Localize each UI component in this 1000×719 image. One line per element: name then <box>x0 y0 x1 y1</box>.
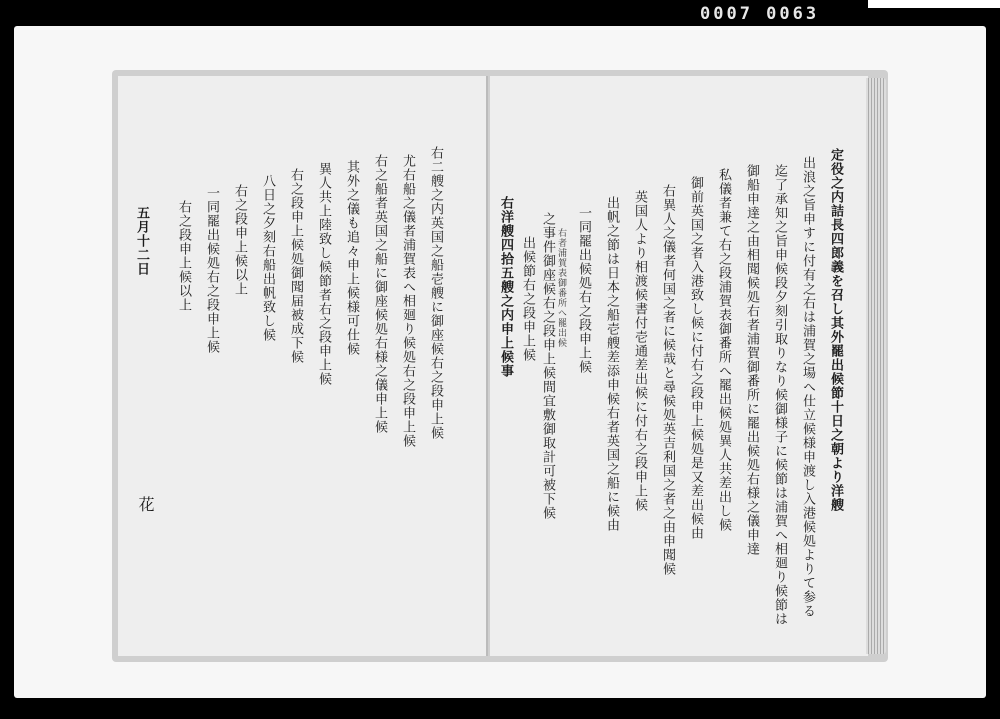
page-edges <box>866 78 886 654</box>
left-col-8: 右之段申上候以上 <box>232 184 247 296</box>
right-col-10: 一同罷出候処右之段申上候 <box>576 206 591 374</box>
left-col-5: 異人共上陸致し候節者右之段申上候 <box>316 162 331 386</box>
left-col-4: 其外之儀も追々申上候様可仕候 <box>344 160 359 356</box>
left-col-2: 尤右船之儀者浦賀表へ相廻り候処右之段申上候 <box>400 154 415 448</box>
left-col-9: 一同罷出候処右之段申上候 <box>204 186 219 354</box>
seal-mark: 花 <box>136 496 155 513</box>
right-col-13: 右洋艘四拾五艘之内申上候事 <box>498 196 513 378</box>
right-col-9: 出帆之節は日本之船壱艘差添申候右者英国之船に候由 <box>604 196 619 532</box>
letter-date: 五月十二日 <box>134 206 149 276</box>
right-col-1: 定役之内詰長四郎義を召し其外罷出候節十日之朝より洋艘 <box>828 148 843 512</box>
right-col-11: 之事件御座候右之段申上候間宜敷御取計可被下候 <box>540 212 555 520</box>
right-col-6: 御前英国之者入港致し候に付右之段申上候処是又差出候由 <box>688 176 703 540</box>
film-frame-code: 0007 0063 <box>700 4 820 24</box>
right-col-10-annotation: 右者浦賀表御番所へ罷出候 <box>556 228 566 348</box>
right-col-12: 出候節右之段申上候 <box>520 236 535 362</box>
left-col-6: 右之段申上候処御聞届被成下候 <box>288 168 303 364</box>
right-col-2: 出浪之旨申すに付有之右は浦賀之場へ仕立候様申渡し入港候処よりて参る <box>800 156 815 618</box>
left-col-10: 右之段申上候以上 <box>176 200 191 312</box>
film-frame-tab <box>868 0 1000 8</box>
right-col-5: 私儀者兼て右之段浦賀表御番所へ罷出候処異人共差出し候 <box>716 168 731 532</box>
right-page <box>490 76 868 656</box>
left-col-3: 右之船者英国之船に御座候処右様之儀申上候 <box>372 154 387 434</box>
left-col-1: 右二艘之内英国之船壱艘に御座候右之段申上候 <box>428 146 443 440</box>
left-col-7: 八日之夕刻右船出帆致し候 <box>260 174 275 342</box>
right-col-7: 右異人之儀者何国之者に候哉と尋候処英吉利国之者之由申聞候 <box>660 184 675 576</box>
left-page <box>118 76 488 656</box>
right-col-3: 迄了承知之旨申候段夕刻引取りなり候御様子に候節は浦賀へ相廻り候節は <box>772 164 787 626</box>
right-col-8: 英国人より相渡候書付壱通差出候に付右之段申上候 <box>632 190 647 512</box>
right-col-4: 御船申達之由相聞候処右者浦賀御番所に罷出候処右様之儀申達 <box>744 164 759 556</box>
